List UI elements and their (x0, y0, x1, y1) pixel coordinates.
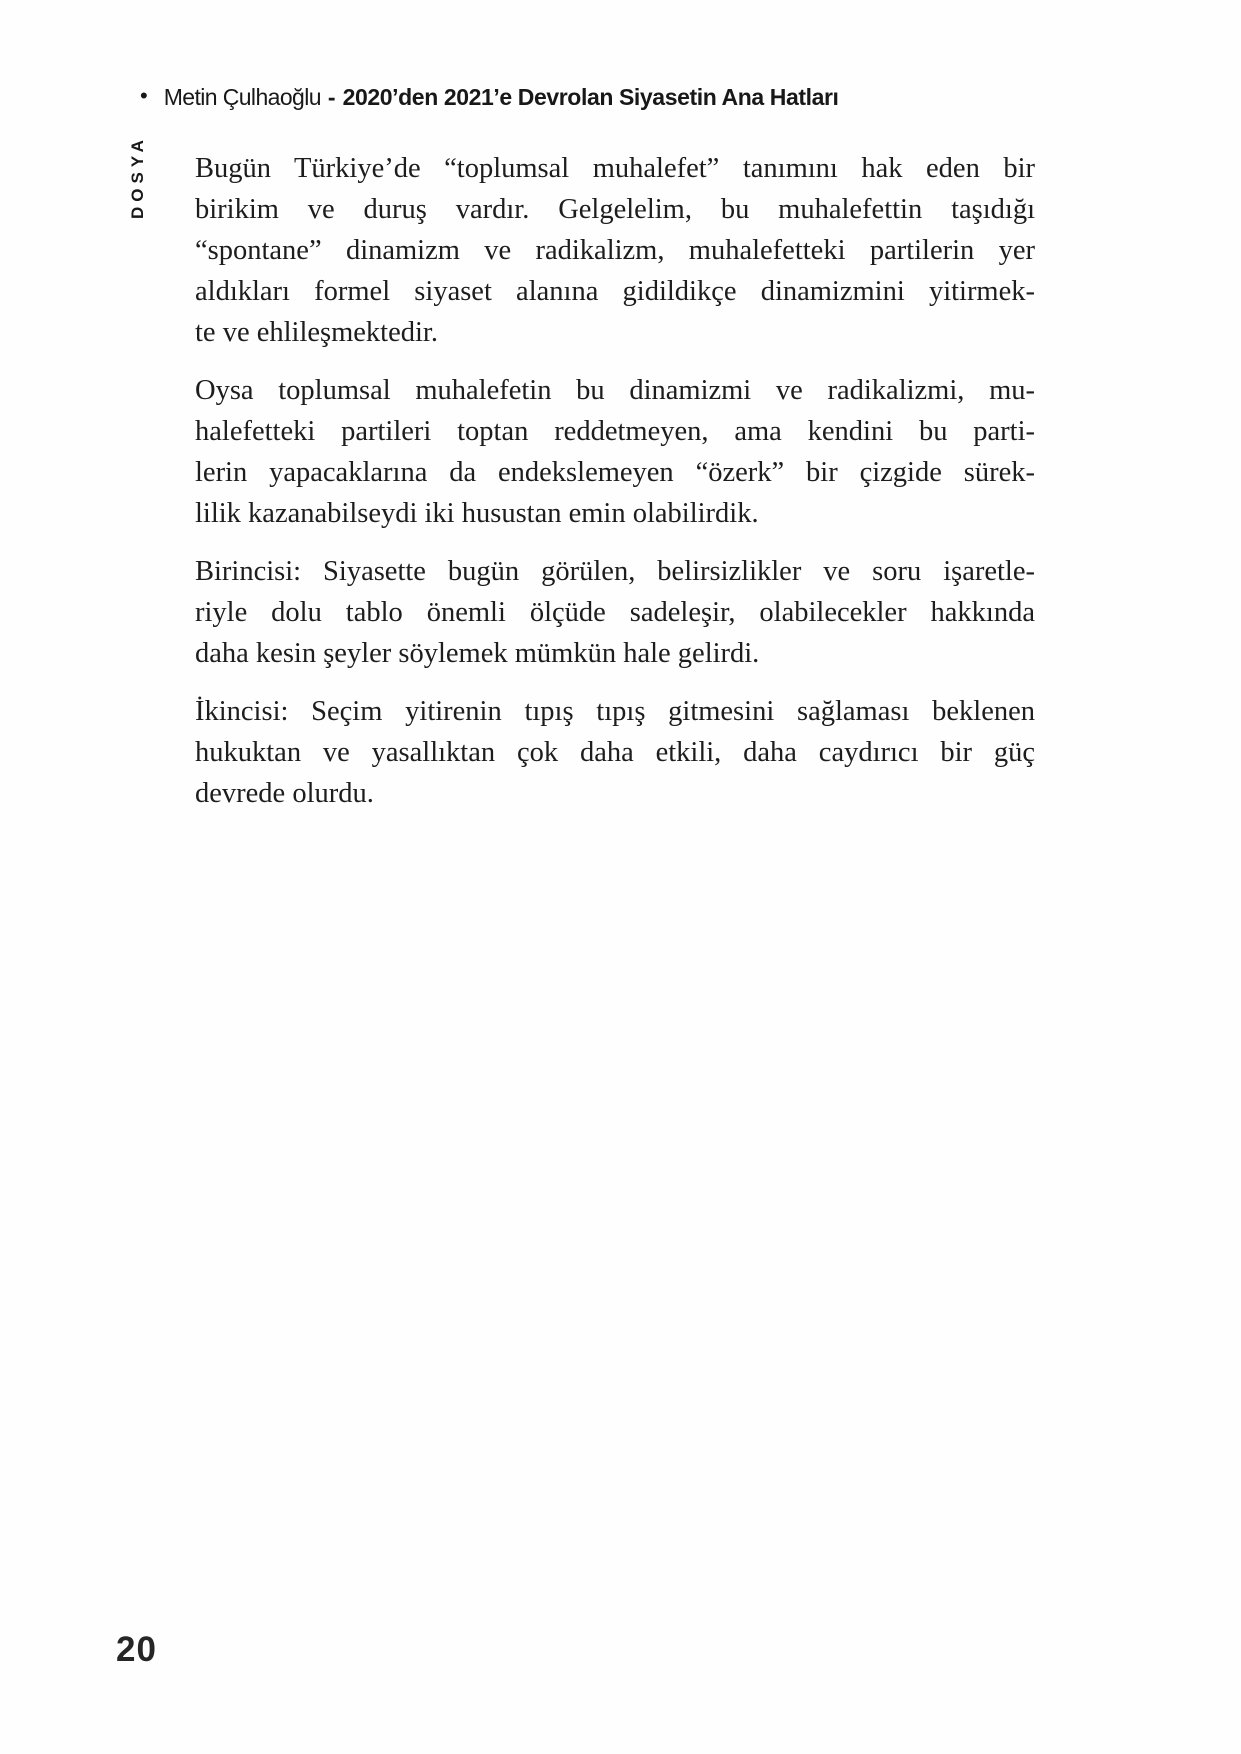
paragraph (195, 691, 1035, 814)
text-line: lerin yapacaklarına da endekslemeyen “özerk” bir çizgide sürek- (195, 457, 1035, 488)
text-line: lilik kazanabilseydi iki husustan emin olabilirdik. (195, 498, 759, 529)
page-number: 20 (116, 1630, 157, 1669)
text-line: te ve ehlileşmektedir. (195, 317, 438, 348)
text-line: Oysa toplumsal muhalefetin bu dinamizmi ve radikalizmi, mu- (195, 375, 1035, 406)
paragraph (195, 370, 1035, 534)
article-body (195, 148, 1035, 831)
header-article-title: 2020’den 2021’e Devrolan Siyasetin Ana Hatları (342, 84, 839, 110)
text-line: “spontane” dinamizm ve radikalizm, muhalefetteki partilerin yer (195, 235, 1035, 266)
text-line: İkincisi: Seçim yitirenin tıpış tıpış gitmesini sağlaması beklenen (195, 696, 1035, 727)
text-line: birikim ve duruş vardır. Gelgelelim, bu muhalefettin taşıdığı (195, 194, 1035, 225)
running-header (140, 84, 839, 111)
text-line: Bugün Türkiye’de “toplumsal muhalefet” tanımını hak eden bir (195, 153, 1035, 184)
paragraph (195, 551, 1035, 674)
header-author: Metin Çulhaoğlu (163, 84, 321, 110)
text-line: daha kesin şeyler söylemek mümkün hale gelirdi. (195, 638, 760, 669)
text-line: aldıkları formel siyaset alanına gidildikçe dinamizmini yitirmek- (195, 276, 1035, 307)
paragraph (195, 148, 1035, 353)
text-line: Birincisi: Siyasette bugün görülen, belirsizlikler ve soru işaretle- (195, 556, 1035, 587)
bullet-icon: • (140, 83, 148, 108)
text-line: halefetteki partileri toptan reddetmeyen, ama kendini bu parti- (195, 416, 1035, 447)
text-line: hukuktan ve yasallıktan çok daha etkili, daha caydırıcı bir güç (195, 737, 1035, 768)
dosya-side-label: DOSYA (128, 135, 147, 219)
text-line: devrede olurdu. (195, 778, 374, 809)
header-separator: - (327, 84, 336, 110)
text-line: riyle dolu tablo önemli ölçüde sadeleşir, olabilecekler hakkında (195, 597, 1035, 628)
